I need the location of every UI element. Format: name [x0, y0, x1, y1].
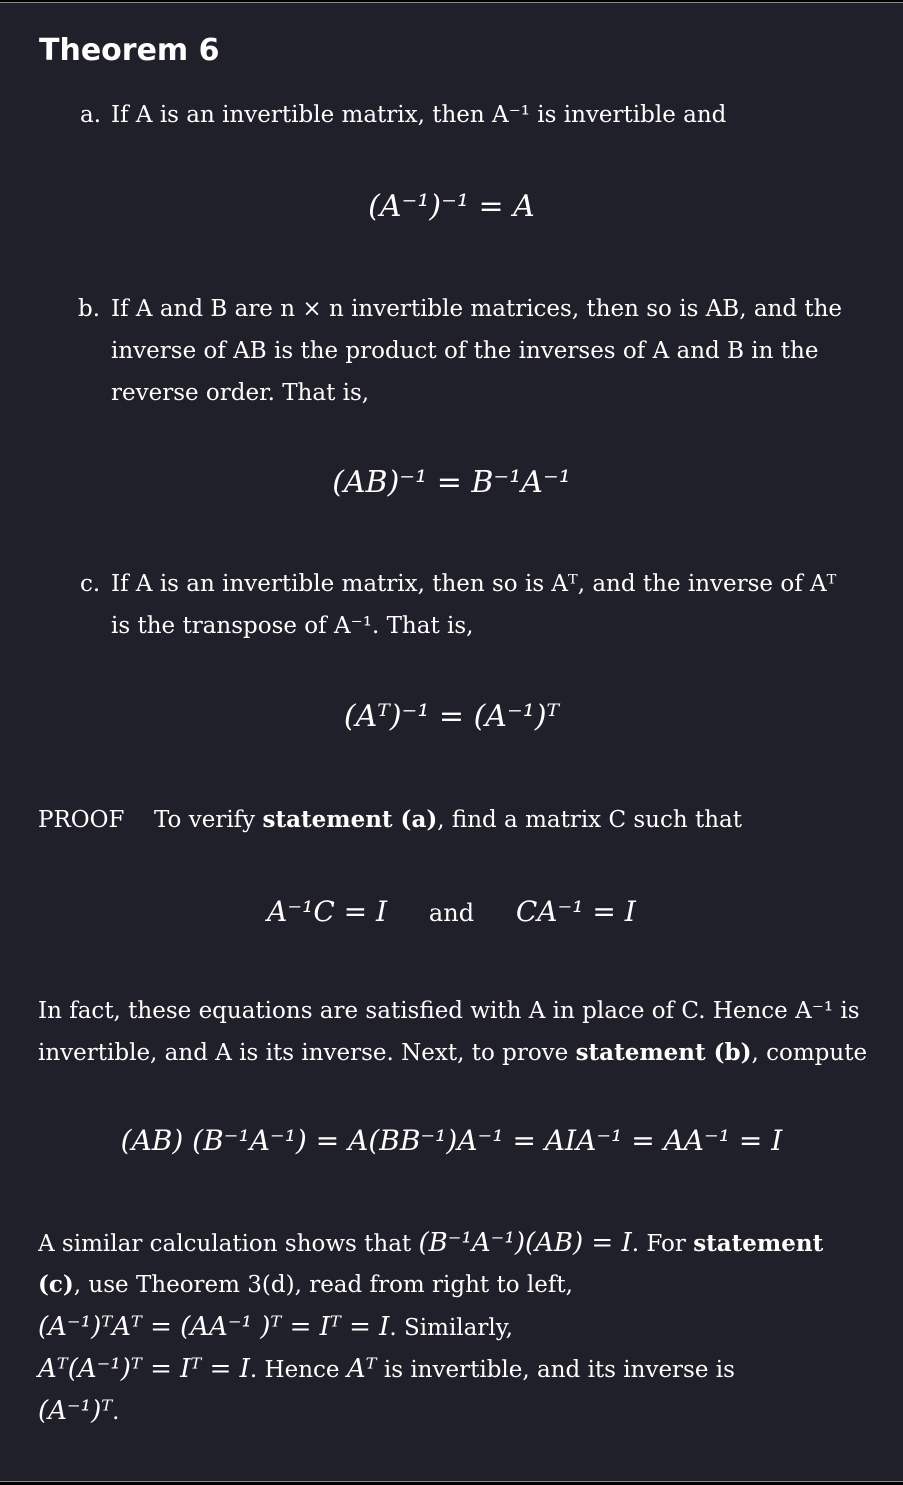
proof-equation-b: (AB) (B⁻¹A⁻¹) = A(BB⁻¹)A⁻¹ = AIA⁻¹ = AA⁻¹ = I [120, 1124, 783, 1157]
para2-line4-math: Aᵀ(A⁻¹)ᵀ = Iᵀ = I [38, 1354, 250, 1384]
proof-para2-line1 [38, 1222, 883, 1265]
part-b-line2: inverse of AB is the product of the inverses of A and B in the [111, 338, 819, 364]
proof-para2-line5 [38, 1390, 119, 1433]
proof-para2-line4 [38, 1348, 735, 1391]
proof-para2-line3 [38, 1306, 513, 1349]
para1-line2-post: , compute [751, 1040, 868, 1066]
part-b-equation: (AB)⁻¹ = B⁻¹A⁻¹ [332, 465, 571, 500]
theorem-panel [0, 2, 903, 1482]
para2-line5-math: (A⁻¹)ᵀ [38, 1396, 113, 1426]
proof-eq-and: and [428, 899, 475, 927]
part-c-equation: (Aᵀ)⁻¹ = (A⁻¹)ᵀ [343, 699, 560, 734]
para2-line5-post: . [112, 1399, 120, 1425]
para2-line1-bold: statement [693, 1230, 824, 1257]
para1-line2-bold: statement (b) [575, 1039, 752, 1066]
para2-line4-math2: Aᵀ [346, 1354, 377, 1384]
para2-line3-math: (A⁻¹)ᵀAᵀ = (AA⁻¹ )ᵀ = Iᵀ = I [38, 1312, 390, 1342]
proof-intro [154, 799, 742, 841]
proof-para1-line1: In fact, these equations are satisfied with A in place of C. Hence A⁻¹ is [38, 998, 860, 1024]
part-c-line1: If A is an invertible matrix, then so is Aᵀ, and the inverse of Aᵀ [111, 571, 837, 597]
proof-intro-post: , find a matrix C such that [437, 807, 743, 833]
para2-line3-post: . Similarly, [389, 1315, 513, 1341]
part-c-line2: is the transpose of A⁻¹. That is, [111, 613, 474, 639]
para2-line1-pre: A similar calculation shows that [38, 1231, 412, 1257]
part-b-line1: If A and B are n × n invertible matrices, then so is AB, and the [111, 296, 843, 322]
para2-line2-bold: (c) [38, 1271, 74, 1298]
para2-line2-post: , use Theorem 3(d), read from right to left, [73, 1272, 573, 1298]
part-a-label: a. [80, 102, 102, 128]
para2-line1-math: (B⁻¹A⁻¹)(AB) = I [418, 1228, 632, 1258]
proof-para1-line2 [38, 1032, 867, 1074]
theorem-title: Theorem 6 [39, 33, 220, 68]
proof-para2-line2 [38, 1264, 573, 1306]
proof-eq-left: A⁻¹C = I [267, 895, 388, 928]
part-a-text: If A is an invertible matrix, then A⁻¹ is invertible and [111, 102, 727, 128]
proof-equation-a [0, 895, 903, 928]
part-c-label: c. [80, 571, 101, 597]
para2-line4-post: . Hence [249, 1357, 340, 1383]
part-b-line3: reverse order. That is, [111, 380, 370, 406]
proof-eq-right: CA⁻¹ = I [515, 895, 636, 928]
para1-line2-pre: invertible, and A is its inverse. Next, to prove [38, 1040, 576, 1066]
part-a-equation: (A⁻¹)⁻¹ = A [368, 189, 535, 224]
proof-intro-pre: To verify [154, 807, 263, 833]
proof-intro-bold: statement (a) [262, 806, 438, 833]
para2-line4-post2: is invertible, and its inverse is [383, 1357, 735, 1383]
para2-line1-post: . For [631, 1231, 694, 1257]
part-b-label: b. [78, 296, 101, 322]
proof-label: PROOF [38, 807, 125, 833]
